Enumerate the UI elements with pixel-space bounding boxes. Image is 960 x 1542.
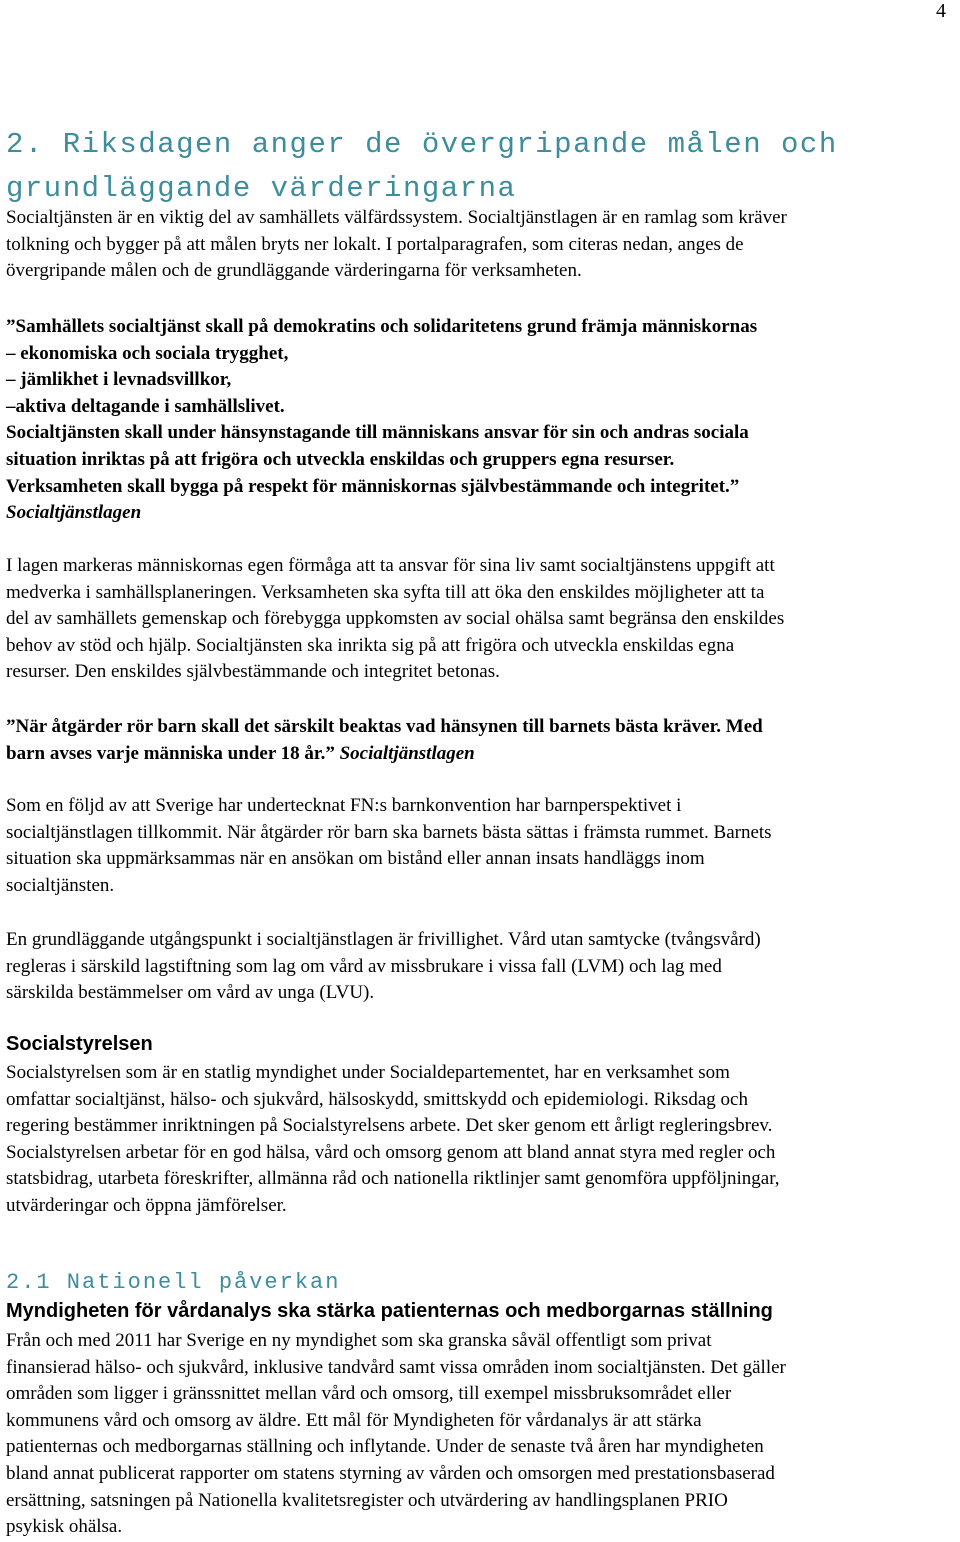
text-line: utvärderingar och öppna jämförelser. <box>6 1194 287 1216</box>
text-line: omfattar socialtjänst, hälso- och sjukvård, hälsoskydd, smittskydd och epidemiologi. Riksdag och <box>6 1088 748 1110</box>
text-line: statsbidrag, utarbeta föreskrifter, allmänna råd och nationella riktlinjer samt genomföra uppföljningar, <box>6 1168 780 1190</box>
text-line: kommunens vård och omsorg av äldre. Ett mål för Myndigheten för vårdanalys är att stärka <box>6 1409 702 1431</box>
text-line: Som en följd av att Sverige har undertecknat FN:s barnkonvention har barnperspektivet i <box>6 795 682 816</box>
portal-paragraph-quote <box>6 314 757 527</box>
child-perspective-paragraph <box>6 793 772 899</box>
text-line: finansierad hälso- och sjukvård, inklusive tandvård samt vissa områden inom socialtjänsten. Det gäller <box>6 1356 786 1378</box>
section-2-1-heading: 2.1 Nationell påverkan <box>6 1270 341 1295</box>
text-line: Från och med 2011 har Sverige en ny myndighet som ska granska såväl offentligt som privat <box>6 1330 712 1351</box>
text-line: patienternas och medborgarnas ställning och inflytande. Under de senaste två åren har myndigheten <box>6 1436 764 1458</box>
text-line: regering bestämmer inriktningen på Socialstyrelsens arbete. Det sker genom ett årligt regleringsbrev. <box>6 1115 773 1137</box>
vardanalys-paragraph <box>6 1328 786 1541</box>
intro-paragraph <box>6 205 787 285</box>
quote-line: Socialtjänsten skall under hänsynstagande till människans ansvar för sin och andras sociala <box>6 422 749 444</box>
text-line: övergripande målen och de grundläggande värderingarna för verksamheten. <box>6 260 582 282</box>
chapter-heading <box>6 123 838 211</box>
text-line: situation ska uppmärksammas när en ansökan om bistånd eller annan insats handläggs inom <box>6 848 705 870</box>
text-line: behov av stöd och hjälp. Socialtjänsten ska inrikta sig på att frigöra och utveckla enskildas egna <box>6 634 735 656</box>
text-line: Socialtjänsten är en viktig del av samhällets välfärdssystem. Socialtjänstlagen är en ramlag som kräver <box>6 207 787 228</box>
quote-line: – jämlikhet i levnadsvillkor, <box>6 369 232 391</box>
text-line: resurser. Den enskildes självbestämmande och integritet betonas. <box>6 661 500 683</box>
law-paragraph <box>6 553 784 686</box>
text-line: särskilda bestämmelser om vård av unga (LVU). <box>6 982 375 1004</box>
quote-line: – ekonomiska och sociala trygghet, <box>6 342 289 364</box>
quote-line: barn avses varje människa under 18 år.” <box>6 742 335 764</box>
socialstyrelsen-heading: Socialstyrelsen <box>6 1033 153 1055</box>
text-line: ersättning, satsningen på Nationella kvalitetsregister och utvärdering av handlingsplanen PRIO <box>6 1489 728 1511</box>
quote-source: Socialtjänstlagen <box>339 742 475 764</box>
text-line: del av samhällets gemenskap och förebygga uppkomsten av social ohälsa samt begränsa den enskildes <box>6 608 785 630</box>
voluntary-paragraph <box>6 927 761 1007</box>
page-number: 4 <box>936 0 946 22</box>
socialstyrelsen-paragraph <box>6 1060 780 1220</box>
text-line: socialtjänstlagen tillkommit. När åtgärder rör barn ska barnets bästa sättas i främsta rummet. Barnets <box>6 821 772 843</box>
text-line: bland annat publicerat rapporter om statens styrning av vården och omsorgen med prestationsbaserad <box>6 1462 775 1484</box>
chapter-heading-line-2: grundläggande värderingarna <box>6 172 517 205</box>
quote-line: Verksamheten skall bygga på respekt för människornas självbestämmande och integritet.” <box>6 475 740 497</box>
text-line: socialtjänsten. <box>6 874 115 896</box>
text-line: Socialstyrelsen arbetar för en god hälsa, vård och omsorg genom att bland annat styra med regler och <box>6 1141 776 1163</box>
child-quote <box>6 714 763 767</box>
quote-line: ”När åtgärder rör barn skall det särskilt beaktas vad hänsynen till barnets bästa kräver. Med <box>6 716 763 737</box>
text-line: En grundläggande utgångspunkt i socialtjänstlagen är frivillighet. Vård utan samtycke (tvångsvård) <box>6 929 761 950</box>
text-line: I lagen markeras människornas egen förmåga att ta ansvar för sina liv samt socialtjänstens uppgift att <box>6 555 775 576</box>
text-line: medverka i samhällsplaneringen. Verksamheten ska syfta till att öka den enskildes möjligheter att ta <box>6 581 765 603</box>
text-line: tolkning och bygger på att målen bryts ner lokalt. I portalparagrafen, som citeras nedan, anges de <box>6 233 744 255</box>
text-line: Socialstyrelsen som är en statlig myndighet under Socialdepartementet, har en verksamhet som <box>6 1062 730 1083</box>
text-line: områden som ligger i gränssnittet mellan vård och omsorg, till exempel missbruksområdet eller <box>6 1383 732 1405</box>
text-line: psykisk ohälsa. <box>6 1516 123 1538</box>
vardanalys-subheading: Myndigheten för vårdanalys ska stärka patienternas och medborgarnas ställning <box>6 1300 773 1322</box>
text-line: regleras i särskild lagstiftning som lag om vård av missbrukare i vissa fall (LVM) och lag med <box>6 955 722 977</box>
chapter-heading-line-1: 2. Riksdagen anger de övergripande målen och <box>6 128 838 161</box>
quote-line: situation inriktas på att frigöra och utveckla enskildas och gruppers egna resurser. <box>6 448 675 470</box>
quote-line: –aktiva deltagande i samhällslivet. <box>6 395 285 417</box>
quote-source: Socialtjänstlagen <box>6 502 142 524</box>
quote-line: ”Samhällets socialtjänst skall på demokratins och solidaritetens grund främja människornas <box>6 316 758 337</box>
